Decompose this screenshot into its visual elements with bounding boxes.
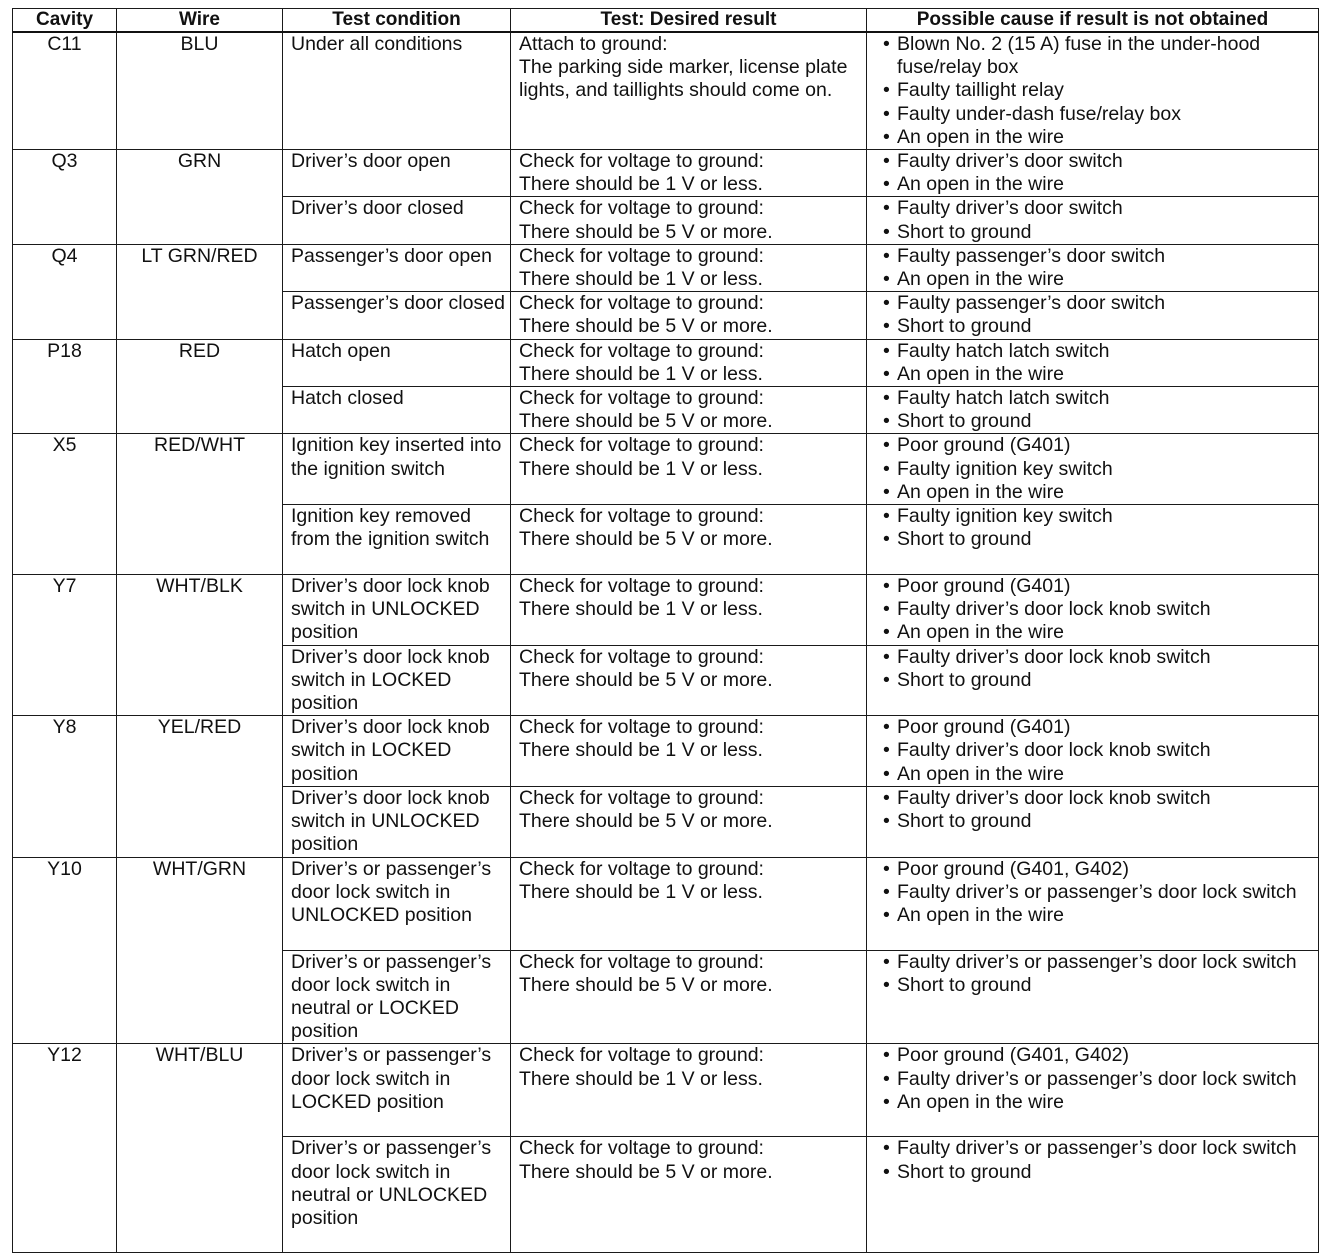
- cause-item: • An open in the wire: [883, 621, 1318, 644]
- cause-item: • Faulty passenger’s door switch: [883, 245, 1318, 268]
- result-line: There should be 5 V or more.: [519, 528, 773, 551]
- cause-item: • An open in the wire: [883, 481, 1318, 504]
- cause-item: • Poor ground (G401, G402): [883, 1044, 1318, 1067]
- possible-cause-cell: [867, 786, 1319, 857]
- result-line: Check for voltage to ground:: [519, 857, 764, 880]
- result-line: There should be 1 V or less.: [519, 173, 763, 196]
- table-body: [13, 32, 1319, 1253]
- possible-cause-cell: [867, 387, 1319, 434]
- test-condition-cell: Driver’s door lock knob switch in UNLOCKED position: [283, 575, 511, 646]
- test-condition-cell: Driver’s or passenger’s door lock switch in neutral or LOCKED position: [283, 950, 511, 1044]
- test-condition-cell: Driver’s door lock knob switch in LOCKED position: [283, 716, 511, 787]
- result-line: There should be 5 V or more.: [519, 668, 773, 691]
- desired-result-cell: [511, 645, 867, 716]
- cause-item: • An open in the wire: [883, 268, 1318, 291]
- result-line: Check for voltage to ground:: [519, 505, 764, 528]
- cause-item: • Poor ground (G401, G402): [883, 858, 1318, 881]
- cause-item: • An open in the wire: [883, 173, 1318, 196]
- test-condition-cell: Driver’s or passenger’s door lock switch in neutral or UNLOCKED position: [283, 1137, 511, 1253]
- result-line: There should be 5 V or more.: [519, 1160, 773, 1183]
- result-line: There should be 5 V or more.: [519, 315, 773, 338]
- header-cavity: Cavity: [13, 9, 117, 33]
- test-condition-cell: Driver’s door open: [283, 150, 511, 197]
- result-line: Check for voltage to ground:: [519, 387, 764, 410]
- test-condition-cell: Driver’s or passenger’s door lock switch in LOCKED position: [283, 1044, 511, 1137]
- cause-item: • Faulty driver’s or passenger’s door lock switch: [883, 951, 1318, 974]
- result-line: There should be 5 V or more.: [519, 220, 773, 243]
- cause-item: • Short to ground: [883, 528, 1318, 551]
- result-line: There should be 1 V or less.: [519, 268, 763, 291]
- cause-item: • Faulty driver’s or passenger’s door lock switch: [883, 1137, 1318, 1160]
- result-line: Check for voltage to ground:: [519, 197, 764, 220]
- desired-result-cell: [511, 575, 867, 646]
- wire-cell: WHT/GRN: [117, 857, 283, 1044]
- test-condition-cell: Driver’s door lock knob switch in UNLOCKED position: [283, 786, 511, 857]
- test-condition-cell: Driver’s door lock knob switch in LOCKED position: [283, 645, 511, 716]
- cause-item: • Faulty driver’s door lock knob switch: [883, 646, 1318, 669]
- table-row: [13, 150, 1319, 197]
- desired-result-cell: [511, 387, 867, 434]
- cause-item: • Short to ground: [883, 410, 1318, 433]
- desired-result-cell: [511, 434, 867, 505]
- wire-cell: YEL/RED: [117, 716, 283, 857]
- header-possible-cause: Possible cause if result is not obtained: [867, 9, 1319, 33]
- cavity-cell: Q4: [13, 244, 117, 339]
- result-line: Check for voltage to ground:: [519, 1044, 764, 1067]
- header-desired-result: Test: Desired result: [511, 9, 867, 33]
- cavity-cell: Q3: [13, 150, 117, 245]
- desired-result-cell: [511, 505, 867, 575]
- desired-result-cell: [511, 1137, 867, 1253]
- cause-item: • Short to ground: [883, 1161, 1318, 1184]
- cause-item: • Faulty driver’s door switch: [883, 197, 1318, 220]
- cause-item: • Faulty driver’s door switch: [883, 150, 1318, 173]
- possible-cause-cell: [867, 244, 1319, 291]
- table-row: [13, 32, 1319, 150]
- desired-result-cell: [511, 32, 867, 150]
- cause-list: [867, 434, 1318, 504]
- test-condition-cell: Hatch open: [283, 339, 511, 386]
- possible-cause-cell: [867, 32, 1319, 150]
- cause-list: [867, 646, 1318, 692]
- cause-item: • Blown No. 2 (15 A) fuse in the under-hood fuse/relay box: [883, 33, 1318, 79]
- cause-item: • An open in the wire: [883, 126, 1318, 149]
- table-row: [13, 857, 1319, 950]
- cause-list: [867, 951, 1318, 997]
- cause-item: • Short to ground: [883, 810, 1318, 833]
- cause-list: [867, 1137, 1318, 1183]
- desired-result-cell: [511, 1044, 867, 1137]
- table-row: [13, 1044, 1319, 1137]
- table-row: [13, 434, 1319, 505]
- possible-cause-cell: [867, 339, 1319, 386]
- possible-cause-cell: [867, 716, 1319, 787]
- cavity-cell: Y10: [13, 857, 117, 1044]
- test-condition-cell: Ignition key inserted into the ignition switch: [283, 434, 511, 505]
- cause-item: • Short to ground: [883, 974, 1318, 997]
- test-condition-cell: Under all conditions: [283, 32, 511, 150]
- desired-result-cell: [511, 857, 867, 950]
- troubleshooting-table: [12, 8, 1319, 1253]
- table-row: [13, 716, 1319, 787]
- possible-cause-cell: [867, 150, 1319, 197]
- wire-cell: BLU: [117, 32, 283, 150]
- cause-list: [867, 716, 1318, 786]
- result-line: There should be 1 V or less.: [519, 1067, 763, 1090]
- possible-cause-cell: [867, 292, 1319, 339]
- result-line: There should be 1 V or less.: [519, 739, 763, 762]
- wire-cell: LT GRN/RED: [117, 244, 283, 339]
- possible-cause-cell: [867, 645, 1319, 716]
- desired-result-cell: [511, 244, 867, 291]
- desired-result-cell: [511, 197, 867, 244]
- cause-item: • Faulty ignition key switch: [883, 505, 1318, 528]
- cause-item: • Faulty driver’s door lock knob switch: [883, 739, 1318, 762]
- cause-item: • Faulty driver’s or passenger’s door lock switch: [883, 881, 1318, 904]
- wire-cell: WHT/BLU: [117, 1044, 283, 1253]
- table-row: [13, 244, 1319, 291]
- result-line: There should be 1 V or less.: [519, 880, 763, 903]
- possible-cause-cell: [867, 197, 1319, 244]
- result-line: Check for voltage to ground:: [519, 716, 764, 739]
- result-line: Check for voltage to ground:: [519, 339, 764, 362]
- cause-item: • Faulty hatch latch switch: [883, 387, 1318, 410]
- test-condition-cell: Hatch closed: [283, 387, 511, 434]
- cause-list: [867, 197, 1318, 243]
- cause-item: • Faulty under-dash fuse/relay box: [883, 103, 1318, 126]
- possible-cause-cell: [867, 1044, 1319, 1137]
- result-line: There should be 5 V or more.: [519, 810, 773, 833]
- result-line: Check for voltage to ground:: [519, 1137, 764, 1160]
- result-line: Check for voltage to ground:: [519, 292, 764, 315]
- header-test-condition: Test condition: [283, 9, 511, 33]
- cavity-cell: Y12: [13, 1044, 117, 1253]
- result-line: Check for voltage to ground:: [519, 575, 764, 598]
- desired-result-cell: [511, 150, 867, 197]
- cavity-cell: Y8: [13, 716, 117, 857]
- cause-item: • Faulty passenger’s door switch: [883, 292, 1318, 315]
- cause-list: [867, 505, 1318, 551]
- result-line: There should be 1 V or less.: [519, 362, 763, 385]
- result-line: Check for voltage to ground:: [519, 244, 764, 267]
- test-condition-cell: Passenger’s door closed: [283, 292, 511, 339]
- cause-item: • Poor ground (G401): [883, 434, 1318, 457]
- result-line: There should be 1 V or less.: [519, 457, 763, 480]
- possible-cause-cell: [867, 575, 1319, 646]
- cavity-cell: C11: [13, 32, 117, 150]
- result-line: There should be 5 V or more.: [519, 410, 773, 433]
- cause-item: • Faulty driver’s or passenger’s door lock switch: [883, 1068, 1318, 1091]
- cause-item: • Faulty driver’s door lock knob switch: [883, 598, 1318, 621]
- test-condition-cell: Passenger’s door open: [283, 244, 511, 291]
- possible-cause-cell: [867, 434, 1319, 505]
- result-line: Attach to ground:: [519, 33, 668, 55]
- wire-cell: WHT/BLK: [117, 575, 283, 716]
- test-condition-cell: Driver’s or passenger’s door lock switch in UNLOCKED position: [283, 857, 511, 950]
- possible-cause-cell: [867, 950, 1319, 1044]
- wire-cell: GRN: [117, 150, 283, 245]
- cause-item: • Faulty hatch latch switch: [883, 340, 1318, 363]
- cause-list: [867, 33, 1318, 149]
- desired-result-cell: [511, 950, 867, 1044]
- cause-item: • Faulty taillight relay: [883, 79, 1318, 102]
- result-line: Check for voltage to ground:: [519, 786, 764, 809]
- result-line: Check for voltage to ground:: [519, 434, 764, 457]
- cause-list: [867, 1044, 1318, 1114]
- cavity-cell: X5: [13, 434, 117, 575]
- troubleshooting-table-container: [12, 8, 1318, 1253]
- cause-list: [867, 387, 1318, 433]
- cause-list: [867, 575, 1318, 645]
- possible-cause-cell: [867, 505, 1319, 575]
- cause-item: • Short to ground: [883, 669, 1318, 692]
- header-row: [13, 9, 1319, 33]
- cause-item: • An open in the wire: [883, 763, 1318, 786]
- cause-list: [867, 150, 1318, 196]
- desired-result-cell: [511, 786, 867, 857]
- cause-list: [867, 787, 1318, 833]
- result-line: Check for voltage to ground:: [519, 150, 764, 173]
- test-condition-cell: Ignition key removed from the ignition switch: [283, 505, 511, 575]
- table-row: [13, 339, 1319, 386]
- possible-cause-cell: [867, 857, 1319, 950]
- cause-item: • Poor ground (G401): [883, 575, 1318, 598]
- desired-result-cell: [511, 716, 867, 787]
- possible-cause-cell: [867, 1137, 1319, 1253]
- cause-item: • An open in the wire: [883, 904, 1318, 927]
- result-line: There should be 1 V or less.: [519, 598, 763, 621]
- result-line: Check for voltage to ground:: [519, 950, 764, 973]
- cause-list: [867, 858, 1318, 928]
- cause-item: • An open in the wire: [883, 363, 1318, 386]
- cause-item: • Poor ground (G401): [883, 716, 1318, 739]
- cavity-cell: P18: [13, 339, 117, 434]
- desired-result-cell: [511, 339, 867, 386]
- cause-item: • Short to ground: [883, 221, 1318, 244]
- desired-result-cell: [511, 292, 867, 339]
- cause-list: [867, 340, 1318, 386]
- result-line: Check for voltage to ground:: [519, 645, 764, 668]
- header-wire: Wire: [117, 9, 283, 33]
- wire-cell: RED: [117, 339, 283, 434]
- wire-cell: RED/WHT: [117, 434, 283, 575]
- test-condition-cell: Driver’s door closed: [283, 197, 511, 244]
- table-row: [13, 575, 1319, 646]
- cause-item: • Faulty ignition key switch: [883, 458, 1318, 481]
- result-line: There should be 5 V or more.: [519, 973, 773, 996]
- cavity-cell: Y7: [13, 575, 117, 716]
- cause-list: [867, 292, 1318, 338]
- cause-list: [867, 245, 1318, 291]
- result-line: The parking side marker, license plate lights, and taillights should come on.: [519, 56, 848, 102]
- cause-item: • An open in the wire: [883, 1091, 1318, 1114]
- cause-item: • Short to ground: [883, 315, 1318, 338]
- cause-item: • Faulty driver’s door lock knob switch: [883, 787, 1318, 810]
